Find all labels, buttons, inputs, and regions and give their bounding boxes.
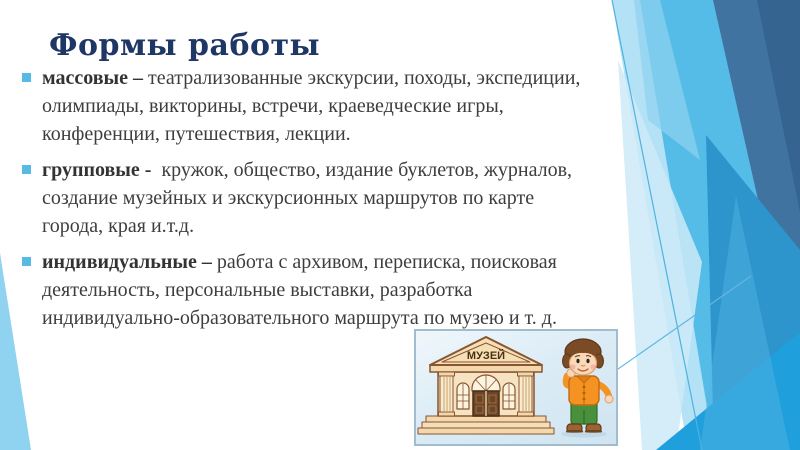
bullet-text: [42, 64, 580, 148]
thinking-boy-icon: [561, 339, 613, 438]
bullet-list: [22, 64, 682, 340]
bullet-line: индивидуально-образовательного маршрута по музею и т. д.: [42, 307, 557, 329]
museum-boy-illustration: [414, 329, 618, 446]
bullet-text: [42, 156, 572, 240]
bullet-line: конференции, путешествия, лекции.: [42, 123, 351, 145]
bullet-item-massovye: [22, 64, 682, 148]
bullet-square-icon: [22, 257, 31, 266]
bullet-label: массовые –: [42, 67, 144, 89]
museum-building-icon: [418, 337, 554, 434]
bullet-item-gruppovye: [22, 156, 682, 240]
slide-title: Формы работы: [49, 28, 321, 64]
bullet-label: групповые -: [42, 159, 152, 181]
bullet-line: деятельность, персональные выставки, разработка: [42, 279, 473, 301]
bullet-line: работа с архивом, переписка, поисковая: [216, 251, 557, 273]
bullet-text: [42, 248, 557, 332]
bullet-line: создание музейных и экскурсионных маршрутов по карте: [42, 187, 535, 209]
bullet-line: театрализованные экскурсии, походы, экспедиции,: [148, 67, 581, 89]
bullet-square-icon: [22, 165, 31, 174]
bullet-line: олимпиады, викторины, встречи, краеведческие игры,: [42, 95, 504, 117]
museum-boy-drawing: [416, 331, 616, 444]
bullet-square-icon: [22, 73, 31, 82]
bullet-item-individualnye: [22, 248, 682, 332]
bullet-line: кружок, общество, издание буклетов, журналов,: [156, 159, 573, 181]
bullet-label: индивидуальные –: [42, 251, 212, 273]
bullet-line: города, края и.т.д.: [42, 215, 195, 237]
museum-sign: МУЗЕЙ: [466, 350, 506, 362]
